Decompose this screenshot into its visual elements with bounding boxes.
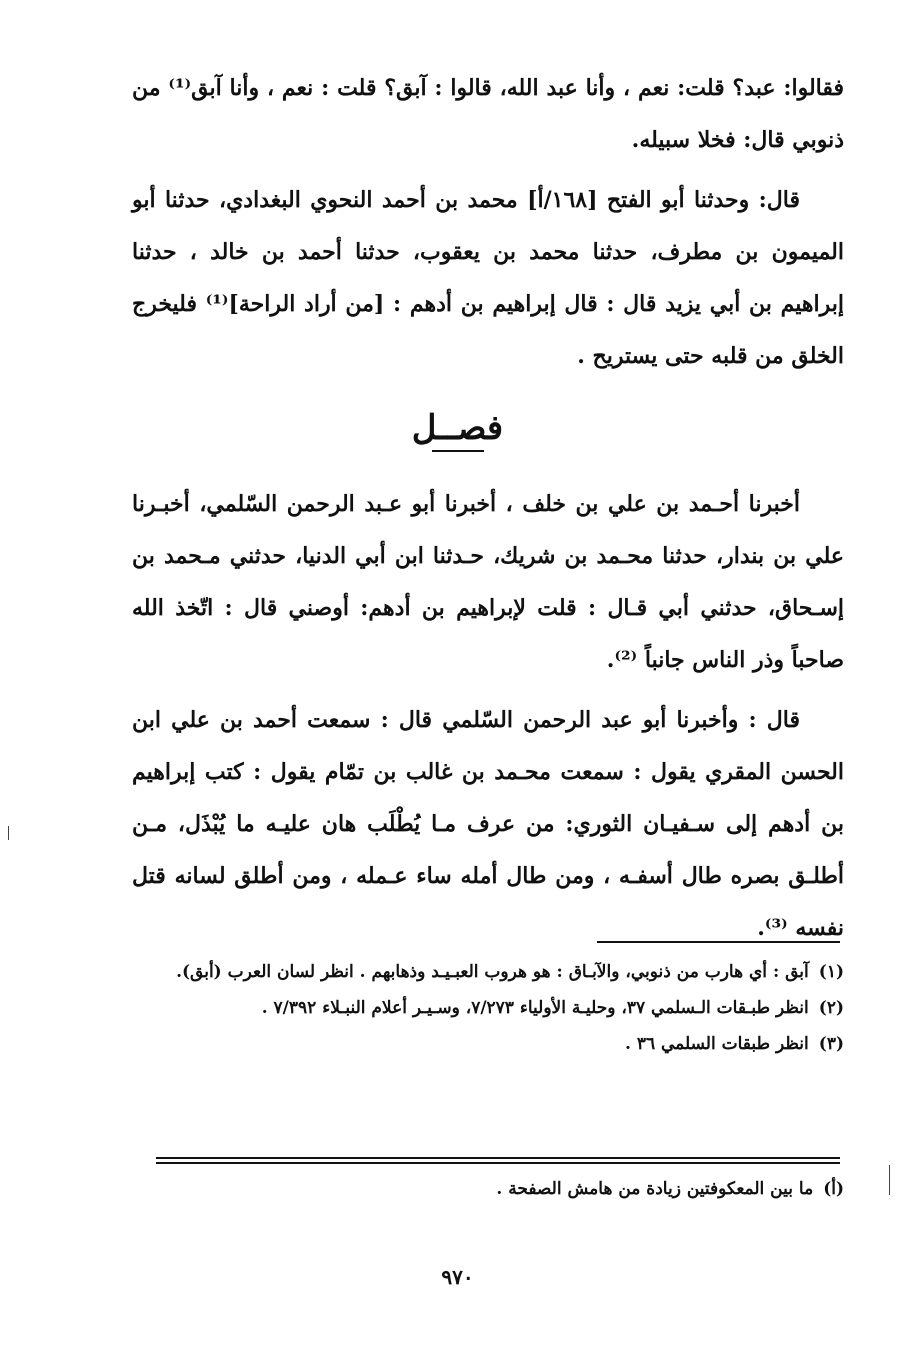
footnote-1-marker: (١) xyxy=(818,962,844,982)
footnote-3-marker: (٣) xyxy=(818,1034,844,1054)
paragraph-continuation: فقالوا: عبد؟ قلت: نعم ، وأنا عبد الله، قالوا : آبق؟ قلت : نعم ، وأنا آبق⁽¹⁾ من ذنوبي قال: فخلا سبيله. xyxy=(132,75,845,153)
editor-note-marker: (أ) xyxy=(823,1179,844,1199)
editor-note-line xyxy=(132,1172,844,1206)
paragraph-sulami-narration: قال : وأخبرنا أبو عبد الرحمن السّلمي قال : سمعت أحمد بن علي ابن الحسن المقري يقول : سمعت محـمد بن غالب بن تمّام يقول : كتب إبراهيم بن أدهم إلى سـفيـان الثوري: من عرف مـا يُطْلَب هان عليـه ما يُبْذَل، مـن أطلـق بصره طال أسفـه ، ومن طال أمله ساء عـمله ، ومن أطلق لسانه قتل نفسه ⁽³⁾. xyxy=(132,707,844,941)
footnote-3-text: انظر طبقات السلمي ٣٦ . xyxy=(624,1034,809,1054)
section-heading: فصــل xyxy=(411,408,504,448)
scan-edge-mark-right xyxy=(889,1165,890,1195)
footnote-2 xyxy=(132,991,844,1025)
double-rule-top xyxy=(156,1157,840,1159)
footnote-3 xyxy=(132,1027,844,1061)
editor-note xyxy=(132,1172,844,1208)
footnote-2-text: انظر طبـقات الـسلمي ٣٧، وحليـة الأولياء ٧/٢٧٣، وسـيـر أعلام النبـلاء ٧/٣٩٢ . xyxy=(261,998,809,1018)
heading-underline xyxy=(432,450,484,452)
paragraph-ahmad-bin-ali: أخبرنا أحـمد بن علي بن خلف ، أخبرنا أبو عـبد الرحمن السّلمي، أخبـرنا علي بن بندار، حدثنا محـمد بن شريك، حـدثنا ابن أبي الدنيا، حدثني مـحمد بن إسـحاق، حدثني أبي قـال : قلت لإبراهيم بن أدهم: أوصني قال : اتّخذ الله صاحباً وذر الناس جانباً ⁽²⁾. xyxy=(132,491,844,673)
paragraph-narration-abu-alfath: قال: وحدثنا أبو الفتح [١٦٨/أ] محمد بن أحمد النحوي البغدادي، حدثنا أبو الميمون بن مطرف، حدثنا محمد بن يعقوب، حدثنا أحمد بن خالد ، حدثنا إبراهيم بن أبي يزيد قال : قال إبراهيم بن أدهم : [من أراد الراحة]⁽¹⁾ فليخرج الخلق من قلبه حتى يستريح . xyxy=(132,187,844,369)
footnote-1 xyxy=(132,955,844,989)
footnotes-list xyxy=(132,955,844,1063)
upper-text-block xyxy=(132,62,844,382)
double-rule-bottom xyxy=(156,1162,840,1164)
editor-note-text: ما بين المعكوفتين زيادة من هامش الصفحة . xyxy=(496,1179,814,1199)
scan-edge-mark-left xyxy=(8,826,9,840)
page-number: ٩٧٠ xyxy=(441,1265,474,1289)
footnote-separator xyxy=(597,941,840,943)
lower-text-block xyxy=(132,478,844,954)
footnote-1-text: آبق : أي هارب من ذنوبي، والآبـاق : هو هروب العبـيـد وذهابهم . انظر لسان العرب (أبق). xyxy=(176,962,809,982)
footnote-2-marker: (٢) xyxy=(818,998,844,1018)
